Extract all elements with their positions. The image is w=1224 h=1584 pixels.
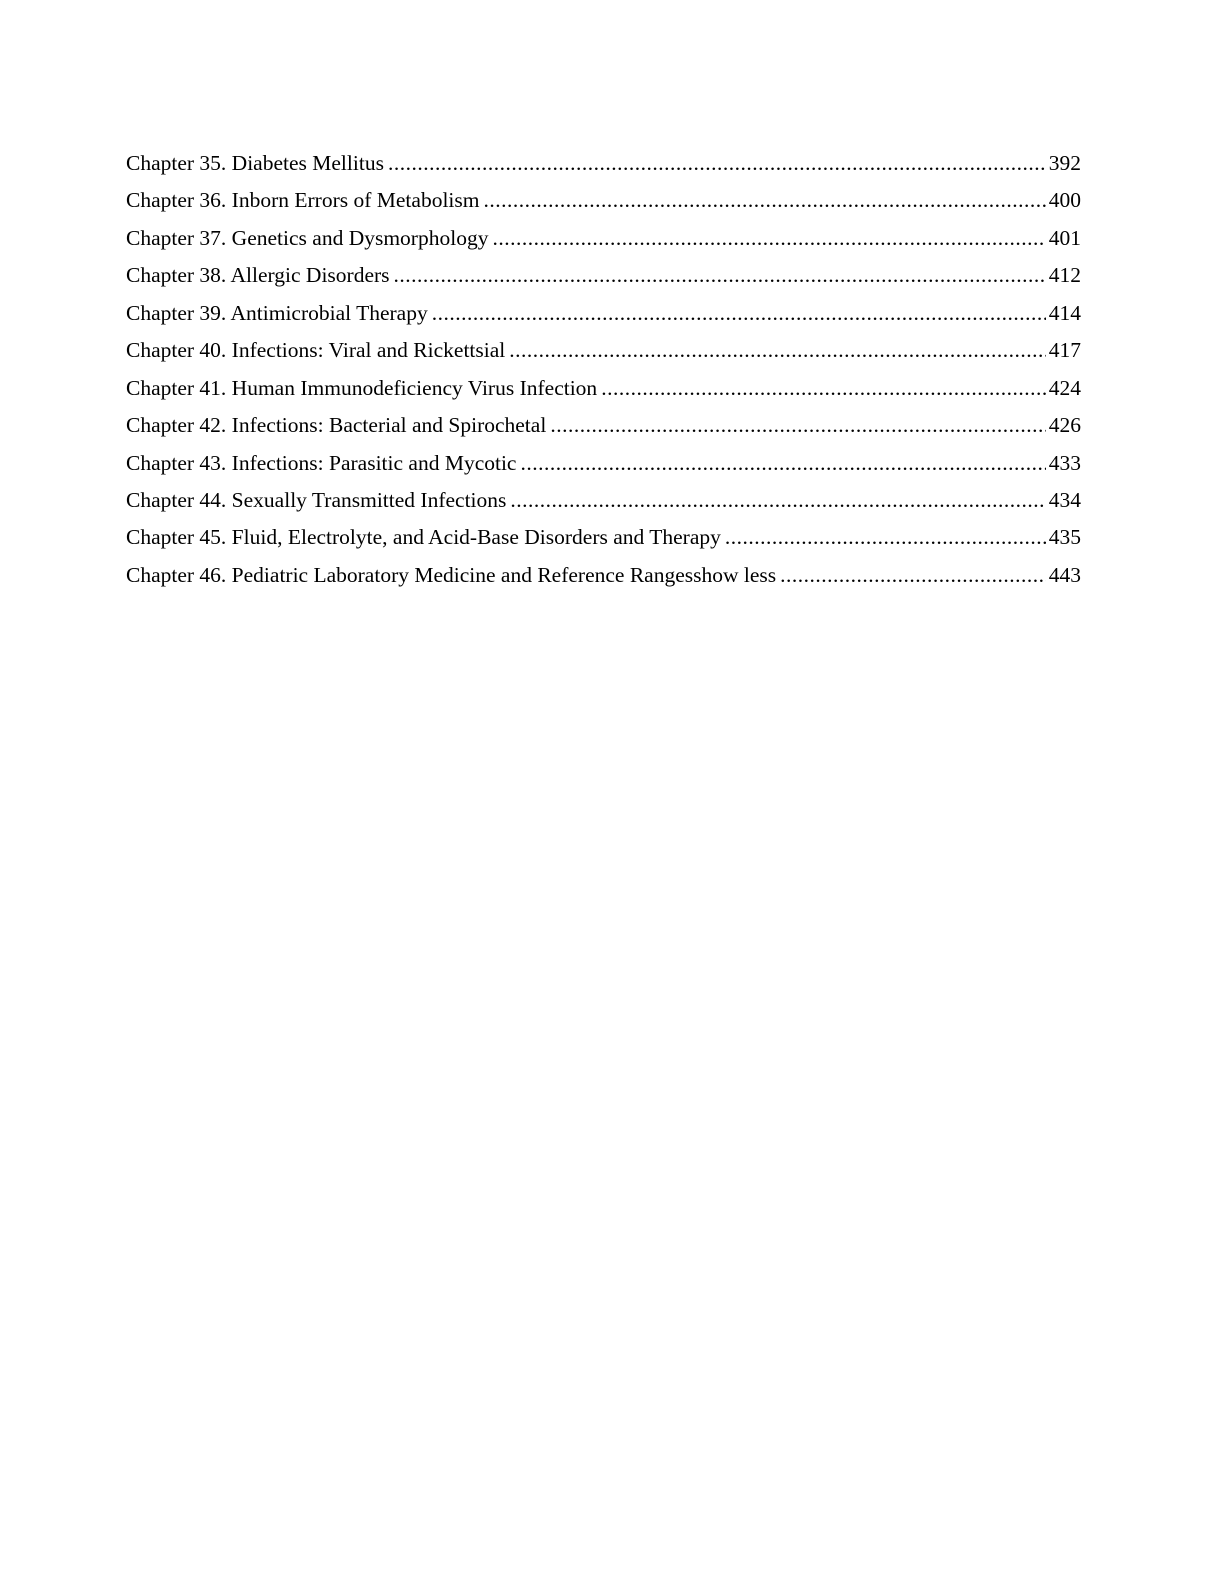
- toc-entry-page: 414: [1048, 300, 1081, 325]
- toc-entry-title: Chapter 38. Allergic Disorders: [126, 263, 390, 288]
- toc-entry[interactable]: [126, 182, 1081, 219]
- toc-entry-page: 435: [1048, 525, 1081, 550]
- toc-entry-page: 434: [1048, 487, 1081, 512]
- toc-entry-title: Chapter 40. Infections: Viral and Rickettsial: [126, 338, 506, 363]
- toc-dot-leader: [394, 257, 1046, 294]
- toc-entry[interactable]: [126, 295, 1081, 332]
- toc-entry-page: 400: [1048, 188, 1081, 213]
- toc-entry-page: 424: [1048, 375, 1081, 400]
- toc-entry-page: 433: [1048, 450, 1081, 475]
- toc-entry-title: Chapter 45. Fluid, Electrolyte, and Acid-Base Disorders and Therapy: [126, 525, 721, 550]
- toc-entry-title: Chapter 39. Antimicrobial Therapy: [126, 300, 428, 325]
- toc-entry-title: Chapter 41. Human Immunodeficiency Virus Infection: [126, 375, 598, 400]
- toc-dot-leader: [510, 482, 1045, 519]
- toc-dot-leader: [432, 295, 1046, 332]
- toc-dot-leader: [520, 445, 1045, 482]
- toc-entry-page: 426: [1048, 413, 1081, 438]
- toc-entry-title: Chapter 46. Pediatric Laboratory Medicine and Reference Rangesshow less: [126, 562, 777, 587]
- table-of-contents: [126, 145, 1081, 594]
- toc-entry-page: 412: [1048, 263, 1081, 288]
- toc-entry[interactable]: [126, 445, 1081, 482]
- toc-entry-page: 401: [1048, 225, 1081, 250]
- toc-dot-leader: [725, 519, 1046, 556]
- toc-entry[interactable]: [126, 257, 1081, 294]
- toc-entry-title: Chapter 44. Sexually Transmitted Infections: [126, 487, 507, 512]
- toc-dot-leader: [780, 557, 1046, 594]
- toc-dot-leader: [388, 145, 1046, 182]
- toc-entry-title: Chapter 35. Diabetes Mellitus: [126, 151, 384, 175]
- toc-entry-page: 417: [1048, 338, 1081, 363]
- toc-entry-title: Chapter 36. Inborn Errors of Metabolism: [126, 188, 480, 213]
- toc-entry[interactable]: [126, 220, 1081, 257]
- toc-entry[interactable]: [126, 407, 1081, 444]
- toc-entry[interactable]: [126, 370, 1081, 407]
- toc-dot-leader: [550, 407, 1045, 444]
- toc-entry-page: 443: [1048, 562, 1081, 587]
- toc-entry[interactable]: [126, 482, 1081, 519]
- toc-entry[interactable]: [126, 519, 1081, 556]
- toc-dot-leader: [601, 370, 1046, 407]
- toc-entry-title: Chapter 43. Infections: Parasitic and Mycotic: [126, 450, 517, 475]
- toc-entry-title: Chapter 37. Genetics and Dysmorphology: [126, 225, 489, 250]
- toc-entry-page: 392: [1048, 151, 1081, 175]
- toc-dot-leader: [509, 332, 1046, 369]
- toc-entry-title: Chapter 42. Infections: Bacterial and Spirochetal: [126, 413, 547, 438]
- toc-entry[interactable]: [126, 332, 1081, 369]
- toc-dot-leader: [492, 220, 1045, 257]
- toc-entry[interactable]: [126, 145, 1081, 182]
- toc-entry[interactable]: [126, 557, 1081, 594]
- toc-dot-leader: [483, 182, 1045, 219]
